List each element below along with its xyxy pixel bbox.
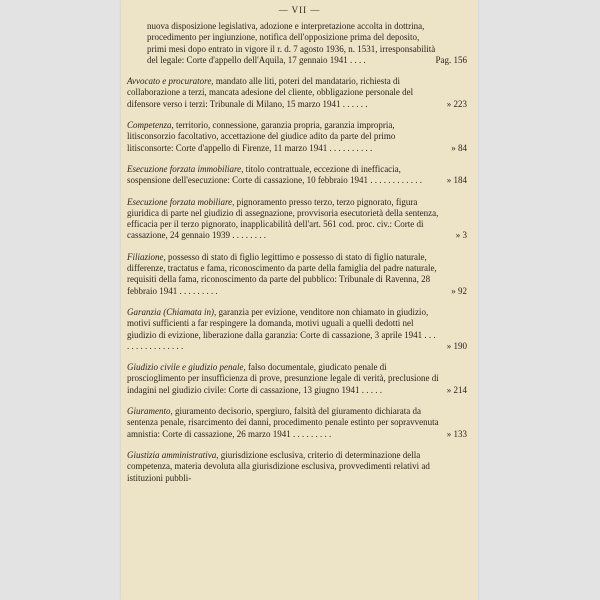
page-header: — VII — [278, 5, 321, 15]
index-entry [127, 252, 467, 297]
entry-text: possesso di stato di figlio legittimo e possesso di stato di figlio naturale, differenze, tractatus e fama, riconoscimento da parte della famiglia del padre naturale, requisiti della fama, riconoscimento da parte del pubblico: Tribunale di Ravenna, 28 febbraio 1941 . . . . . . . . . [127, 251, 437, 296]
page-reference: » 3 [455, 230, 467, 241]
entry-text: pignoramento presso terzo, terzo pignorato, figura giuridica di parte nel giudizio di assegnazione, provvisoria esecutorietà della sentenza, efficacia per il terzo pignorato, inapplicabilità dell'art. 561 cod. proc. civ.: Corte di cassazione, 24 gennaio 1939 . . . . . . . . [127, 196, 439, 241]
index-entry [127, 21, 467, 66]
entry-text: giuramento decisorio, spergiuro, falsità del giuramento dichiarata da sentenza penale, risarcimento dei danni, procedimento penale estinto per sopravvenuta amnistia: Corte di cassazione, 26 marzo 1941 . . . . . . . . . [127, 406, 439, 439]
page-reference: » 190 [446, 340, 467, 351]
page-reference: » 214 [446, 384, 467, 395]
index-entry [127, 76, 467, 110]
entry-topic: Competenza, [127, 120, 174, 131]
entry-topic: Avvocato e procuratore, [127, 76, 214, 87]
page-reference: » 223 [446, 98, 467, 109]
entry-text: giurisdizione esclusiva, criterio di determinazione della competenza, materia devoluta alla giurisdizione esclusiva, provvedimenti relativi ad istituzioni pubbli- [127, 449, 430, 483]
entry-topic: Garanzia (Chiamata in), [127, 306, 217, 317]
index-entry [127, 120, 467, 154]
entry-topic: Esecuzione forzata mobiliare, [127, 196, 235, 207]
page-reference: » 133 [446, 428, 467, 439]
page-reference: Pag. 156 [435, 54, 467, 65]
entry-topic: Giustizia amministrativa, [127, 449, 219, 460]
entry-text: titolo contrattuale, eccezione di inefficacia, sospensione dell'esecuzione: Corte di cassazione, 10 febbraio 1941 . . . . . . . . . . . . [127, 163, 423, 186]
index-entry [127, 197, 467, 242]
entry-topic: Giudizio civile e giudizio penale, [127, 362, 246, 373]
index-entry [127, 450, 467, 484]
index-entry [127, 164, 467, 187]
index-entry [127, 362, 467, 396]
index-entries [127, 21, 467, 484]
entry-topic: Filiazione, [127, 251, 166, 262]
entry-text: mandato alle liti, poteri del mandatario, richiesta di collaborazione a terzi, mancata adesione del cliente, obbligazione personale del difensore verso i terzi: Tribunale di Milano, 15 marzo 1941 . . . . . . [127, 76, 414, 109]
entry-text: falso documentale, giudicato penale di proscioglimento per insufficienza di prove, presunzione legale di verità, preclusione di indagini nel giudizio civile: Corte di cassazione, 13 giugno 1941 . . . . . [127, 362, 439, 395]
entry-text: territorio, connessione, garanzia propria, garanzia impropria, litisconsorzio facoltativo, accettazione del giudice adito da parte del primo litisconsorte: Corte d'appello di Firenze, 11 marzo 1941 . . . . . . . . . . [127, 120, 396, 153]
page-reference: » 92 [451, 285, 467, 296]
page-reference: » 84 [451, 142, 467, 153]
entry-text: nuova disposizione legislativa, adozione e interpretazione accolta in dottrina, procedimento per ingiunzione, notifica dell'opposizione prima del deposito, primi mesi dopo entrato in vigore il r. d. 7 agosto 1936, n. 1531, irresponsabilità del legale: Corte d'appello dell'Aquila, 17 gennaio 1941 . . . . [147, 21, 436, 65]
entry-topic: Giuramento, [127, 406, 173, 417]
index-entry [127, 307, 467, 352]
entry-topic: Esecuzione forzata immobiliare, [127, 163, 244, 174]
index-entry [127, 406, 467, 440]
book-page [121, 0, 478, 600]
page-reference: » 184 [446, 175, 467, 186]
entry-text: garanzia per evizione, venditore non chiamato in giudizio, motivi sufficienti a far respingere la domanda, motivi uguali a quelli dedotti nel giudizio di evizione, liberazione dalla garanzia: Corte di cassazione, 3 aprile 1941 . . . . . . . . . . . . . . . . [127, 306, 436, 351]
